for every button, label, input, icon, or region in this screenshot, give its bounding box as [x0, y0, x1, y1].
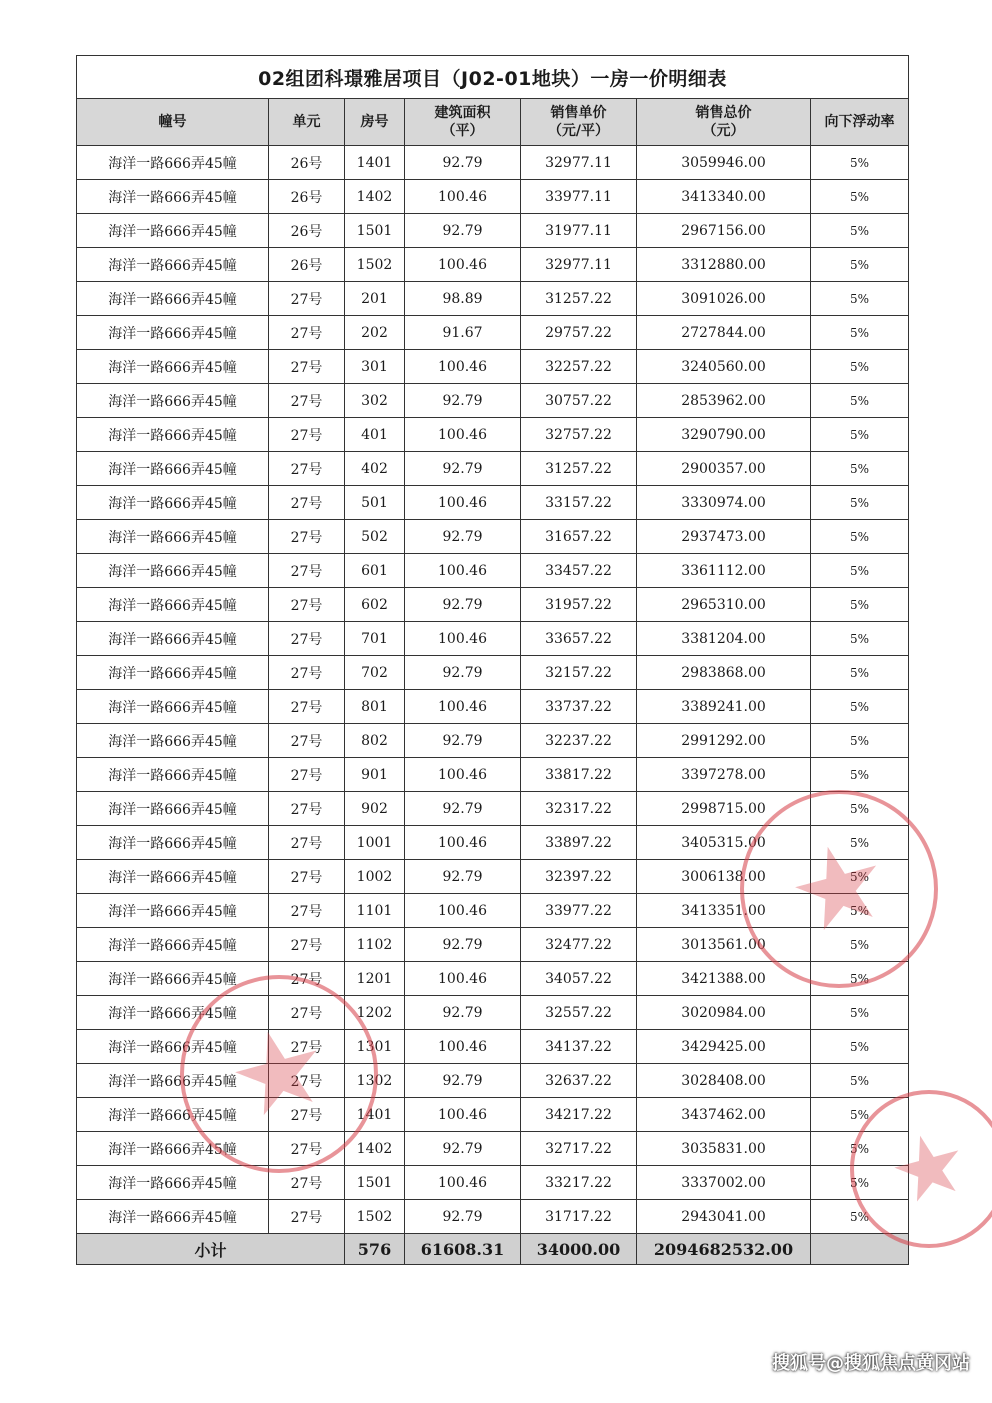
table-row	[77, 282, 909, 316]
cell-float-rate: 5%	[811, 962, 909, 996]
subtotal-rate	[811, 1234, 909, 1265]
cell-area: 100.46	[405, 826, 521, 860]
cell-float-rate: 5%	[811, 894, 909, 928]
cell-room: 702	[345, 656, 405, 690]
cell-area: 92.79	[405, 1132, 521, 1166]
cell-building: 海洋一路666弄45幢	[77, 248, 269, 282]
cell-unit: 27号	[269, 1064, 345, 1098]
cell-unit: 27号	[269, 1200, 345, 1234]
cell-area: 100.46	[405, 486, 521, 520]
cell-unit: 27号	[269, 520, 345, 554]
cell-total-price: 2937473.00	[637, 520, 811, 554]
cell-float-rate: 5%	[811, 690, 909, 724]
cell-total-price: 3035831.00	[637, 1132, 811, 1166]
cell-room: 1502	[345, 248, 405, 282]
cell-unit: 27号	[269, 622, 345, 656]
cell-area: 100.46	[405, 1030, 521, 1064]
cell-area: 100.46	[405, 962, 521, 996]
table-row	[77, 554, 909, 588]
cell-room: 802	[345, 724, 405, 758]
col-header-float-rate: 向下浮动率	[811, 99, 909, 146]
cell-building: 海洋一路666弄45幢	[77, 622, 269, 656]
cell-unit-price: 33217.22	[521, 1166, 637, 1200]
cell-unit: 27号	[269, 996, 345, 1030]
cell-unit: 27号	[269, 588, 345, 622]
cell-building: 海洋一路666弄45幢	[77, 996, 269, 1030]
cell-total-price: 2900357.00	[637, 452, 811, 486]
cell-area: 91.67	[405, 316, 521, 350]
table-row	[77, 724, 909, 758]
cell-total-price: 3337002.00	[637, 1166, 811, 1200]
cell-total-price: 2943041.00	[637, 1200, 811, 1234]
cell-total-price: 3028408.00	[637, 1064, 811, 1098]
cell-area: 100.46	[405, 1166, 521, 1200]
cell-total-price: 3361112.00	[637, 554, 811, 588]
cell-unit-price: 32717.22	[521, 1132, 637, 1166]
cell-building: 海洋一路666弄45幢	[77, 1064, 269, 1098]
cell-unit-price: 32637.22	[521, 1064, 637, 1098]
cell-total-price: 3405315.00	[637, 826, 811, 860]
cell-area: 100.46	[405, 418, 521, 452]
cell-float-rate: 5%	[811, 384, 909, 418]
cell-unit-price: 33977.22	[521, 894, 637, 928]
cell-room: 701	[345, 622, 405, 656]
cell-unit: 27号	[269, 554, 345, 588]
cell-building: 海洋一路666弄45幢	[77, 724, 269, 758]
table-row	[77, 384, 909, 418]
cell-unit-price: 31957.22	[521, 588, 637, 622]
table-row	[77, 996, 909, 1030]
cell-building: 海洋一路666弄45幢	[77, 826, 269, 860]
cell-unit: 27号	[269, 350, 345, 384]
cell-total-price: 3429425.00	[637, 1030, 811, 1064]
cell-unit: 27号	[269, 792, 345, 826]
cell-float-rate: 5%	[811, 316, 909, 350]
cell-unit: 26号	[269, 180, 345, 214]
cell-unit: 27号	[269, 962, 345, 996]
cell-building: 海洋一路666弄45幢	[77, 894, 269, 928]
cell-total-price: 2991292.00	[637, 724, 811, 758]
cell-room: 1501	[345, 214, 405, 248]
cell-room: 1001	[345, 826, 405, 860]
cell-area: 92.79	[405, 384, 521, 418]
cell-building: 海洋一路666弄45幢	[77, 452, 269, 486]
col-header-area: 建筑面积 （平）	[405, 99, 521, 146]
cell-room: 1401	[345, 146, 405, 180]
subtotal-label: 小计	[77, 1234, 345, 1265]
cell-building: 海洋一路666弄45幢	[77, 1200, 269, 1234]
cell-room: 1201	[345, 962, 405, 996]
cell-float-rate: 5%	[811, 1200, 909, 1234]
cell-float-rate: 5%	[811, 214, 909, 248]
cell-room: 602	[345, 588, 405, 622]
table-row	[77, 1200, 909, 1234]
table-row	[77, 146, 909, 180]
cell-room: 901	[345, 758, 405, 792]
cell-area: 100.46	[405, 180, 521, 214]
cell-unit: 27号	[269, 384, 345, 418]
cell-total-price: 2967156.00	[637, 214, 811, 248]
subtotal-unit-price: 34000.00	[521, 1234, 637, 1265]
cell-float-rate: 5%	[811, 1030, 909, 1064]
cell-total-price: 3413340.00	[637, 180, 811, 214]
table-row	[77, 860, 909, 894]
cell-total-price: 3020984.00	[637, 996, 811, 1030]
cell-unit: 27号	[269, 452, 345, 486]
cell-room: 202	[345, 316, 405, 350]
table-row	[77, 622, 909, 656]
cell-unit-price: 31257.22	[521, 282, 637, 316]
cell-float-rate: 5%	[811, 452, 909, 486]
cell-room: 1102	[345, 928, 405, 962]
cell-area: 100.46	[405, 248, 521, 282]
cell-room: 302	[345, 384, 405, 418]
document-title: 02组团科璟雅居项目（J02-01地块）一房一价明细表	[77, 56, 909, 99]
cell-float-rate: 5%	[811, 656, 909, 690]
cell-total-price: 3013561.00	[637, 928, 811, 962]
header-row	[77, 99, 909, 146]
table-row	[77, 214, 909, 248]
cell-float-rate: 5%	[811, 758, 909, 792]
cell-area: 100.46	[405, 554, 521, 588]
cell-room: 1401	[345, 1098, 405, 1132]
cell-unit-price: 32477.22	[521, 928, 637, 962]
cell-unit-price: 34057.22	[521, 962, 637, 996]
cell-float-rate: 5%	[811, 826, 909, 860]
cell-building: 海洋一路666弄45幢	[77, 588, 269, 622]
cell-total-price: 2998715.00	[637, 792, 811, 826]
cell-unit-price: 32237.22	[521, 724, 637, 758]
cell-float-rate: 5%	[811, 1098, 909, 1132]
cell-unit: 27号	[269, 1166, 345, 1200]
cell-total-price: 3421388.00	[637, 962, 811, 996]
cell-area: 100.46	[405, 350, 521, 384]
cell-float-rate: 5%	[811, 350, 909, 384]
cell-building: 海洋一路666弄45幢	[77, 1098, 269, 1132]
cell-unit: 27号	[269, 928, 345, 962]
cell-float-rate: 5%	[811, 792, 909, 826]
cell-building: 海洋一路666弄45幢	[77, 214, 269, 248]
table-row	[77, 656, 909, 690]
cell-unit: 27号	[269, 282, 345, 316]
cell-unit: 26号	[269, 248, 345, 282]
cell-unit-price: 33157.22	[521, 486, 637, 520]
cell-area: 92.79	[405, 1064, 521, 1098]
cell-area: 100.46	[405, 758, 521, 792]
cell-room: 1402	[345, 1132, 405, 1166]
cell-area: 92.79	[405, 146, 521, 180]
cell-float-rate: 5%	[811, 724, 909, 758]
cell-room: 502	[345, 520, 405, 554]
table-row	[77, 418, 909, 452]
cell-unit-price: 34137.22	[521, 1030, 637, 1064]
cell-unit-price: 33737.22	[521, 690, 637, 724]
table-row	[77, 520, 909, 554]
cell-area: 92.79	[405, 996, 521, 1030]
cell-total-price: 3290790.00	[637, 418, 811, 452]
table-row	[77, 826, 909, 860]
table-row	[77, 316, 909, 350]
subtotal-rooms: 576	[345, 1234, 405, 1265]
cell-float-rate: 5%	[811, 282, 909, 316]
table-row	[77, 1030, 909, 1064]
cell-building: 海洋一路666弄45幢	[77, 962, 269, 996]
cell-unit-price: 31657.22	[521, 520, 637, 554]
cell-unit-price: 32977.11	[521, 146, 637, 180]
cell-room: 1101	[345, 894, 405, 928]
cell-area: 92.79	[405, 588, 521, 622]
cell-float-rate: 5%	[811, 928, 909, 962]
cell-unit-price: 32397.22	[521, 860, 637, 894]
cell-room: 1202	[345, 996, 405, 1030]
cell-unit-price: 32757.22	[521, 418, 637, 452]
cell-unit: 27号	[269, 316, 345, 350]
cell-room: 201	[345, 282, 405, 316]
cell-unit: 27号	[269, 1098, 345, 1132]
table-row	[77, 1064, 909, 1098]
cell-unit-price: 33897.22	[521, 826, 637, 860]
cell-float-rate: 5%	[811, 1166, 909, 1200]
cell-building: 海洋一路666弄45幢	[77, 758, 269, 792]
cell-total-price: 3312880.00	[637, 248, 811, 282]
table-row	[77, 588, 909, 622]
cell-building: 海洋一路666弄45幢	[77, 282, 269, 316]
cell-unit: 27号	[269, 1132, 345, 1166]
cell-total-price: 3240560.00	[637, 350, 811, 384]
cell-unit: 27号	[269, 690, 345, 724]
subtotal-total-price: 2094682532.00	[637, 1234, 811, 1265]
cell-total-price: 3330974.00	[637, 486, 811, 520]
cell-area: 92.79	[405, 792, 521, 826]
cell-unit-price: 32557.22	[521, 996, 637, 1030]
cell-building: 海洋一路666弄45幢	[77, 792, 269, 826]
table-row	[77, 758, 909, 792]
subtotal-area: 61608.31	[405, 1234, 521, 1265]
cell-unit: 27号	[269, 1030, 345, 1064]
cell-unit: 27号	[269, 894, 345, 928]
cell-total-price: 3091026.00	[637, 282, 811, 316]
cell-total-price: 2853962.00	[637, 384, 811, 418]
cell-building: 海洋一路666弄45幢	[77, 350, 269, 384]
table-row	[77, 690, 909, 724]
table-row	[77, 1098, 909, 1132]
cell-building: 海洋一路666弄45幢	[77, 1166, 269, 1200]
title-row	[77, 56, 909, 99]
cell-area: 92.79	[405, 860, 521, 894]
col-header-room: 房号	[345, 99, 405, 146]
cell-building: 海洋一路666弄45幢	[77, 418, 269, 452]
cell-room: 601	[345, 554, 405, 588]
cell-total-price: 3389241.00	[637, 690, 811, 724]
cell-unit-price: 31977.11	[521, 214, 637, 248]
table-row	[77, 792, 909, 826]
cell-float-rate: 5%	[811, 146, 909, 180]
cell-total-price: 3059946.00	[637, 146, 811, 180]
cell-area: 98.89	[405, 282, 521, 316]
cell-unit-price: 34217.22	[521, 1098, 637, 1132]
cell-unit-price: 31717.22	[521, 1200, 637, 1234]
cell-unit: 27号	[269, 656, 345, 690]
table-row	[77, 928, 909, 962]
cell-total-price: 3437462.00	[637, 1098, 811, 1132]
price-table	[76, 55, 909, 1265]
cell-building: 海洋一路666弄45幢	[77, 180, 269, 214]
cell-building: 海洋一路666弄45幢	[77, 520, 269, 554]
cell-float-rate: 5%	[811, 486, 909, 520]
cell-area: 100.46	[405, 622, 521, 656]
table-row	[77, 248, 909, 282]
cell-room: 1301	[345, 1030, 405, 1064]
cell-unit-price: 32157.22	[521, 656, 637, 690]
cell-unit-price: 32317.22	[521, 792, 637, 826]
cell-unit: 27号	[269, 860, 345, 894]
cell-total-price: 3006138.00	[637, 860, 811, 894]
cell-float-rate: 5%	[811, 248, 909, 282]
cell-building: 海洋一路666弄45幢	[77, 690, 269, 724]
cell-area: 100.46	[405, 894, 521, 928]
cell-total-price: 3397278.00	[637, 758, 811, 792]
cell-total-price: 2965310.00	[637, 588, 811, 622]
col-header-total-price: 销售总价 （元）	[637, 99, 811, 146]
cell-unit-price: 29757.22	[521, 316, 637, 350]
cell-unit: 26号	[269, 214, 345, 248]
cell-unit-price: 33977.11	[521, 180, 637, 214]
cell-building: 海洋一路666弄45幢	[77, 384, 269, 418]
source-watermark: 搜狐号@搜狐焦点黄冈站	[772, 1353, 970, 1374]
cell-building: 海洋一路666弄45幢	[77, 1132, 269, 1166]
cell-building: 海洋一路666弄45幢	[77, 554, 269, 588]
cell-area: 92.79	[405, 1200, 521, 1234]
cell-room: 1402	[345, 180, 405, 214]
cell-float-rate: 5%	[811, 1132, 909, 1166]
cell-float-rate: 5%	[811, 554, 909, 588]
cell-building: 海洋一路666弄45幢	[77, 486, 269, 520]
cell-unit-price: 30757.22	[521, 384, 637, 418]
table-row	[77, 452, 909, 486]
subtotal-row	[77, 1234, 909, 1265]
cell-building: 海洋一路666弄45幢	[77, 1030, 269, 1064]
cell-area: 100.46	[405, 690, 521, 724]
table-body	[77, 146, 909, 1234]
cell-room: 1302	[345, 1064, 405, 1098]
cell-float-rate: 5%	[811, 418, 909, 452]
table-row	[77, 1132, 909, 1166]
cell-room: 402	[345, 452, 405, 486]
cell-float-rate: 5%	[811, 588, 909, 622]
cell-building: 海洋一路666弄45幢	[77, 316, 269, 350]
col-header-unit-price: 销售单价 （元/平）	[521, 99, 637, 146]
cell-unit-price: 32257.22	[521, 350, 637, 384]
cell-room: 301	[345, 350, 405, 384]
cell-area: 92.79	[405, 520, 521, 554]
cell-area: 92.79	[405, 928, 521, 962]
cell-area: 92.79	[405, 724, 521, 758]
cell-room: 801	[345, 690, 405, 724]
cell-room: 401	[345, 418, 405, 452]
cell-room: 902	[345, 792, 405, 826]
cell-total-price: 3413351.00	[637, 894, 811, 928]
cell-building: 海洋一路666弄45幢	[77, 656, 269, 690]
cell-unit: 27号	[269, 724, 345, 758]
cell-room: 501	[345, 486, 405, 520]
cell-float-rate: 5%	[811, 1064, 909, 1098]
cell-room: 1002	[345, 860, 405, 894]
cell-unit-price: 33457.22	[521, 554, 637, 588]
table-row	[77, 350, 909, 384]
cell-area: 92.79	[405, 214, 521, 248]
cell-area: 92.79	[405, 452, 521, 486]
cell-unit: 27号	[269, 486, 345, 520]
cell-float-rate: 5%	[811, 520, 909, 554]
cell-unit-price: 33817.22	[521, 758, 637, 792]
cell-unit-price: 33657.22	[521, 622, 637, 656]
table-row	[77, 894, 909, 928]
cell-building: 海洋一路666弄45幢	[77, 928, 269, 962]
cell-float-rate: 5%	[811, 180, 909, 214]
cell-unit: 27号	[269, 758, 345, 792]
cell-building: 海洋一路666弄45幢	[77, 860, 269, 894]
cell-unit: 27号	[269, 826, 345, 860]
cell-building: 海洋一路666弄45幢	[77, 146, 269, 180]
cell-unit-price: 32977.11	[521, 248, 637, 282]
cell-total-price: 2727844.00	[637, 316, 811, 350]
cell-float-rate: 5%	[811, 622, 909, 656]
cell-area: 100.46	[405, 1098, 521, 1132]
cell-area: 92.79	[405, 656, 521, 690]
table-row	[77, 180, 909, 214]
cell-float-rate: 5%	[811, 860, 909, 894]
col-header-unit: 单元	[269, 99, 345, 146]
cell-unit-price: 31257.22	[521, 452, 637, 486]
cell-float-rate: 5%	[811, 996, 909, 1030]
cell-unit: 26号	[269, 146, 345, 180]
table-row	[77, 962, 909, 996]
col-header-building: 幢号	[77, 99, 269, 146]
cell-total-price: 2983868.00	[637, 656, 811, 690]
table-row	[77, 486, 909, 520]
cell-room: 1501	[345, 1166, 405, 1200]
cell-unit: 27号	[269, 418, 345, 452]
cell-room: 1502	[345, 1200, 405, 1234]
cell-total-price: 3381204.00	[637, 622, 811, 656]
table-row	[77, 1166, 909, 1200]
